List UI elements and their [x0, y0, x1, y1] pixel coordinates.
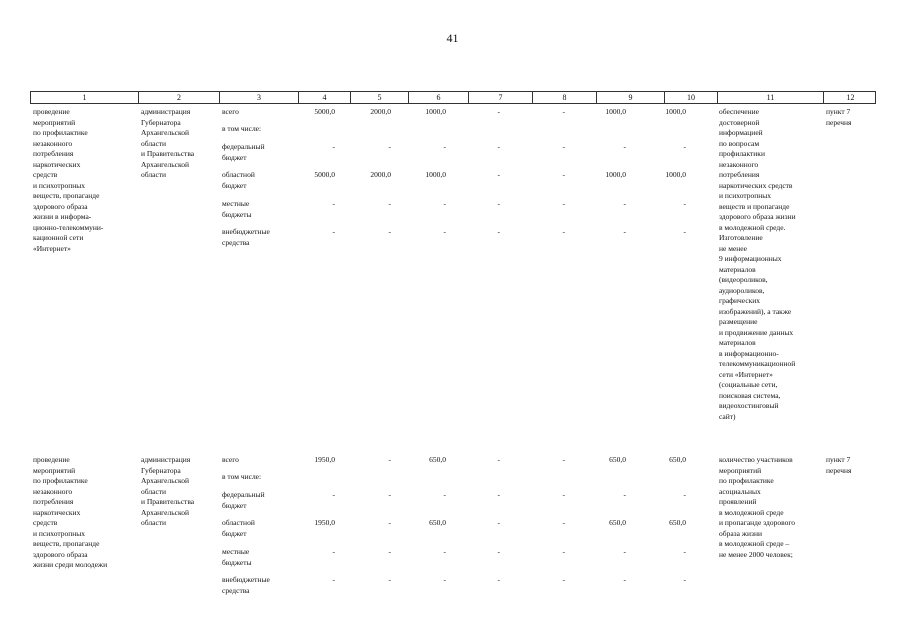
funding-value: - [562, 455, 565, 464]
funding-value: - [623, 575, 626, 584]
funding-value: - [497, 547, 500, 556]
funding-value: - [623, 547, 626, 556]
funding-source-label: областной бюджет [222, 518, 255, 538]
funding-source-label: внебюджетные средства [222, 575, 270, 595]
funding-value: - [388, 227, 391, 236]
funding-source-label: всего [222, 107, 239, 116]
funding-value: - [562, 575, 565, 584]
funding-value: 1000,0 [425, 170, 446, 179]
header-col-4: 4 [298, 92, 350, 103]
funding-value: 5000,0 [314, 107, 335, 116]
funding-value: - [683, 199, 686, 208]
funding-value: - [332, 142, 335, 151]
funding-value: - [443, 142, 446, 151]
funding-value: 1000,0 [665, 170, 686, 179]
funding-value: - [623, 142, 626, 151]
executor: администрация Губернатора Архангельской области и Правительства Архангельской области [141, 455, 195, 527]
header-col-12: 12 [823, 92, 877, 103]
expected-result: обеспечение достоверной информацией по вопросам профилактики незаконного потребления наркотических средств и психотропных веществ и пропаганде здорового образа жизни в молодежной среде. Изготовление не менее 9 информационных материалов (видеороликов, аудиороликов, графических изображений), а также размещение и продвижение данных материалов в информационно- телекоммуникационной сети «Интернет» (социальные сети, поисковая система, видеохостинговый сайт) [719, 107, 796, 421]
funding-value: 1000,0 [605, 107, 626, 116]
header-col-7: 7 [468, 92, 532, 103]
funding-value: - [683, 547, 686, 556]
funding-value: 650,0 [609, 518, 626, 527]
executor: администрация Губернатора Архангельской области и Правительства Архангельской области [141, 107, 195, 179]
header-col-9: 9 [596, 92, 664, 103]
funding-value: - [562, 142, 565, 151]
funding-value: - [443, 575, 446, 584]
reference: пункт 7 перечня [826, 107, 852, 127]
header-col-3: 3 [219, 92, 298, 103]
funding-value: - [332, 199, 335, 208]
funding-source-label: внебюджетные средства [222, 227, 270, 247]
funding-value: - [562, 227, 565, 236]
funding-value: 5000,0 [314, 170, 335, 179]
funding-value: 650,0 [429, 518, 446, 527]
funding-value: - [562, 490, 565, 499]
funding-value: 650,0 [669, 455, 686, 464]
funding-value: - [623, 199, 626, 208]
header-col-1: 1 [82, 93, 87, 102]
funding-value: - [562, 518, 565, 527]
funding-value: - [623, 227, 626, 236]
funding-value: - [332, 575, 335, 584]
event-description: проведение мероприятий по профилактике незаконного потребления наркотических средств и психотропных веществ, пропаганде здорового образа жизни в информа- ционно-телекоммуни- кационной сети «Интернет» [33, 107, 104, 253]
header-col-2: 2 [138, 92, 219, 103]
funding-value: 1000,0 [665, 107, 686, 116]
funding-value: - [388, 518, 391, 527]
funding-value: - [497, 518, 500, 527]
funding-value: - [683, 227, 686, 236]
funding-value: - [388, 142, 391, 151]
funding-value: - [497, 170, 500, 179]
funding-value: - [623, 490, 626, 499]
funding-value: 1000,0 [605, 170, 626, 179]
funding-value: - [562, 547, 565, 556]
event-description: проведение мероприятий по профилактике незаконного потребления наркотических средств и психотропных веществ, пропаганде здорового образа жизни среди молодежи [33, 455, 108, 569]
expected-result: количество участников мероприятий по профилактике асоциальных проявлений в молодежной среде и пропаганде здорового образа жизни в молодежной среде – не менее 2000 человек; [719, 455, 795, 559]
funding-value: - [683, 490, 686, 499]
funding-value: - [443, 227, 446, 236]
funding-value: 650,0 [669, 518, 686, 527]
header-col-6: 6 [408, 92, 468, 103]
funding-value: - [443, 199, 446, 208]
reference: пункт 7 перечня [826, 455, 852, 475]
funding-value: - [388, 547, 391, 556]
funding-value: - [683, 142, 686, 151]
funding-value: - [562, 107, 565, 116]
funding-source-label: местные бюджеты [222, 199, 252, 219]
funding-source-label: федеральный бюджет [222, 490, 265, 510]
funding-value: - [562, 199, 565, 208]
funding-value: - [497, 142, 500, 151]
funding-value: - [388, 490, 391, 499]
funding-value: - [497, 575, 500, 584]
funding-source-label: федеральный бюджет [222, 142, 265, 162]
funding-value: 2000,0 [370, 107, 391, 116]
funding-value: - [332, 490, 335, 499]
funding-source-label: местные бюджеты [222, 547, 252, 567]
funding-value: 2000,0 [370, 170, 391, 179]
funding-value: - [562, 170, 565, 179]
funding-value: 650,0 [609, 455, 626, 464]
funding-value: 1950,0 [314, 455, 335, 464]
funding-value: 650,0 [429, 455, 446, 464]
header-col-11: 11 [717, 92, 823, 103]
header-col-10: 10 [664, 92, 717, 103]
header-col-8: 8 [532, 92, 596, 103]
funding-source-label: в том числе: [222, 124, 262, 133]
funding-value: - [332, 547, 335, 556]
funding-value: - [497, 107, 500, 116]
funding-value: - [388, 575, 391, 584]
funding-value: - [388, 199, 391, 208]
funding-source-label: в том числе: [222, 472, 262, 481]
funding-source-label: всего [222, 455, 239, 464]
funding-value: - [497, 455, 500, 464]
table-header [30, 91, 876, 104]
page-number: 41 [446, 31, 459, 45]
header-col-5: 5 [350, 92, 408, 103]
funding-value: - [332, 227, 335, 236]
funding-value: 1000,0 [425, 107, 446, 116]
funding-value: - [683, 575, 686, 584]
funding-value: - [497, 227, 500, 236]
funding-value: - [443, 490, 446, 499]
funding-value: - [443, 547, 446, 556]
funding-value: - [497, 199, 500, 208]
funding-value: - [497, 490, 500, 499]
funding-value: 1950,0 [314, 518, 335, 527]
funding-value: - [388, 455, 391, 464]
funding-source-label: областной бюджет [222, 170, 255, 190]
